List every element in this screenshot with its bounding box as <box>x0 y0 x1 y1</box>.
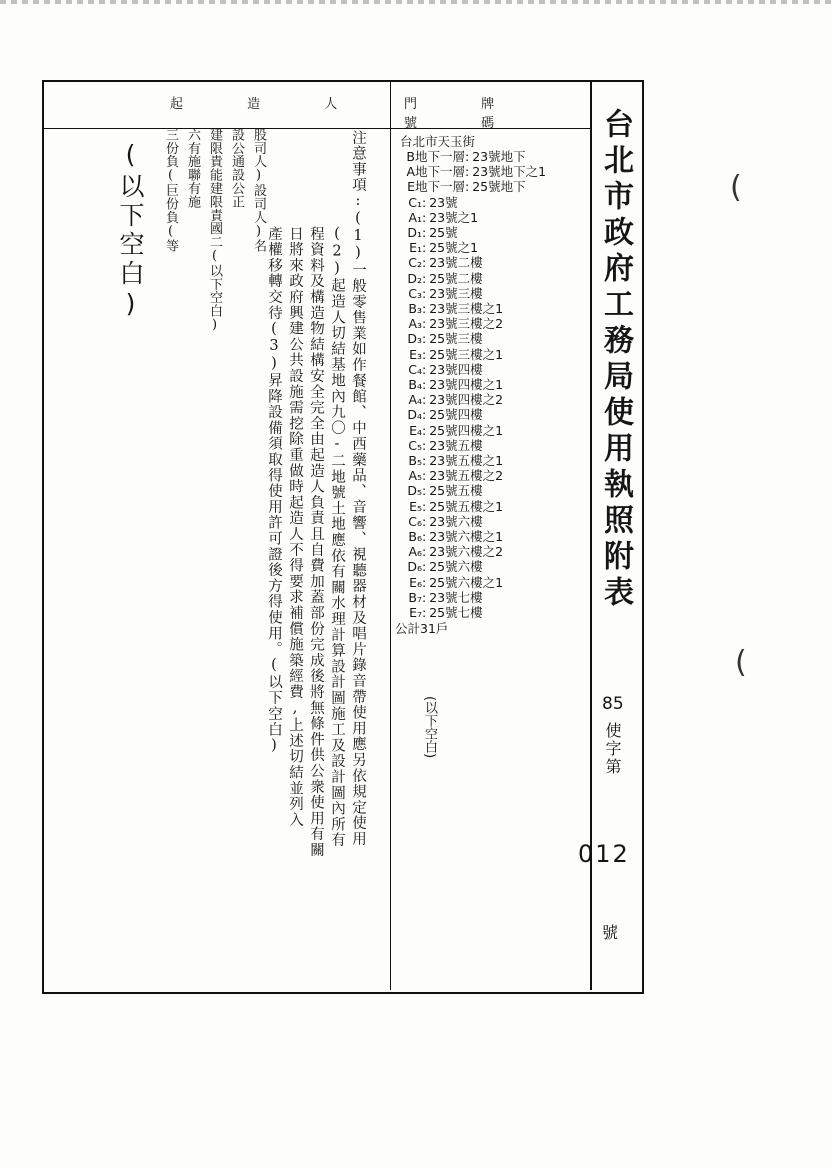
address-row <box>395 347 587 362</box>
unit-address: 23號六樓 <box>429 513 483 529</box>
address-row <box>395 149 587 164</box>
unit-code: B₆ <box>408 529 422 545</box>
address-row <box>395 453 587 468</box>
unit-address: 23號七樓 <box>429 589 483 605</box>
unit-address: 23號四樓之1 <box>429 377 504 393</box>
unit-address: 23號三樓之1 <box>429 301 504 317</box>
unit-address: 23號地下之1 <box>472 164 547 180</box>
builder-line-2: 設公通設公正 <box>229 128 244 209</box>
unit-code: B地下一層 <box>406 149 465 164</box>
unit-address: 23號二樓 <box>429 255 483 271</box>
separator: : <box>422 589 427 605</box>
header-row <box>42 80 592 129</box>
unit-code: A₁ <box>408 209 422 225</box>
unit-address: 23號四樓之2 <box>429 392 504 408</box>
unit-code: D₃ <box>407 331 422 347</box>
address-row <box>395 392 587 407</box>
unit-address: 25號四樓之1 <box>429 422 504 438</box>
unit-code: E地下一層 <box>407 179 465 195</box>
unit-address: 23號地下 <box>472 149 526 164</box>
address-row <box>395 301 587 316</box>
note-column-mid: (2)起造人切結基地內九〇-二地號土地應依有關水理計算設計圖施工及設計圖內所有 <box>329 226 345 849</box>
handwritten-blank-note: (以下空白) <box>116 140 145 322</box>
unit-code: C₅ <box>408 437 422 453</box>
address-list <box>395 134 587 637</box>
unit-address: 25號六樓之1 <box>429 574 504 590</box>
separator: : <box>422 559 427 575</box>
address-row <box>395 423 587 438</box>
street-name: 台北市天玉街 <box>400 134 476 149</box>
license-suffix: 號 <box>602 923 619 942</box>
note-column-1: 注意事項:(1)一般零售業如作餐館、中西藥品、音響、視聽器材及唱片錄音帶使用應另依規定使用 <box>350 130 366 847</box>
separator: : <box>422 270 427 286</box>
unit-code: D₄ <box>407 407 422 423</box>
unit-code: C₃ <box>408 285 422 301</box>
builder-line-1: 股司人)設司人)名 <box>251 128 266 253</box>
separator: : <box>422 316 427 332</box>
unit-address: 25號六樓 <box>429 559 483 575</box>
unit-address: 23號 <box>429 194 458 210</box>
license-year: 85 <box>602 694 624 714</box>
unit-code: C₂ <box>408 255 422 271</box>
address-row <box>395 559 587 574</box>
unit-code: C₁ <box>408 194 422 210</box>
address-row <box>395 468 587 483</box>
address-row <box>395 499 587 514</box>
unit-address: 23號六樓之2 <box>429 544 504 560</box>
address-row <box>395 377 587 392</box>
separator: : <box>465 179 470 195</box>
separator: : <box>422 331 427 347</box>
separator: : <box>422 225 427 241</box>
separator: : <box>422 422 427 438</box>
address-row <box>395 590 587 605</box>
unit-code: E₆ <box>409 574 422 590</box>
builder-line-4: 六有施聯有施 <box>185 128 200 209</box>
address-row <box>395 255 587 270</box>
unit-code: A₆ <box>408 544 422 560</box>
unit-code: E₇ <box>409 605 422 621</box>
unit-code: C₄ <box>408 361 422 377</box>
separator: : <box>422 240 427 256</box>
unit-address: 25號之1 <box>429 240 479 256</box>
scan-edge-strip <box>0 0 832 4</box>
unit-code: A₅ <box>408 468 422 484</box>
builder-header: 起 造 人 <box>170 97 368 112</box>
separator: : <box>422 285 427 301</box>
address-row <box>395 514 587 529</box>
unit-address: 23號五樓之2 <box>429 468 504 484</box>
separator: : <box>422 377 427 393</box>
separator: : <box>422 255 427 271</box>
address-row <box>395 605 587 620</box>
address-row <box>395 225 587 240</box>
license-prefix: 使字第 <box>603 722 622 776</box>
unit-address: 23號之1 <box>429 209 479 225</box>
address-row <box>395 286 587 301</box>
note-column-3: 日將來政府興建公共設施需挖除重做時起造人不得要求補償施築經費,上述切結並列入 <box>287 226 303 828</box>
unit-address: 23號三樓之2 <box>429 316 504 332</box>
builder-line-5: 三份負(巨份負(等 <box>163 128 178 253</box>
unit-code: E₃ <box>409 346 422 362</box>
unit-address: 23號三樓 <box>429 285 483 301</box>
address-row <box>395 271 587 286</box>
unit-code: D₆ <box>407 559 422 575</box>
separator: : <box>422 361 427 377</box>
separator: : <box>422 605 427 621</box>
unit-code: C₆ <box>408 513 422 529</box>
address-row <box>395 179 587 194</box>
unit-address: 25號地下 <box>472 179 526 195</box>
unit-address: 23號四樓 <box>429 361 483 377</box>
separator: : <box>422 346 427 362</box>
unit-address: 25號四樓 <box>429 407 483 423</box>
separator: : <box>422 468 427 484</box>
page-title: 台北市政府工務局使用執照附表 <box>598 108 633 612</box>
address-row <box>395 316 587 331</box>
unit-code: B₄ <box>408 377 422 393</box>
unit-address: 25號三樓 <box>429 331 483 347</box>
unit-code: E₅ <box>409 498 422 514</box>
separator: : <box>465 149 470 164</box>
note-column-4: 產權移轉交待(3)昇降設備須取得使用許可證後方得使用。(以下空白) <box>266 226 282 755</box>
separator: : <box>422 498 427 514</box>
address-row <box>395 438 587 453</box>
unit-address: 23號五樓 <box>429 437 483 453</box>
separator: : <box>422 194 427 210</box>
address-row <box>395 483 587 498</box>
punch-hole-mark-icon: ( <box>730 170 742 205</box>
unit-code: B₇ <box>408 589 422 605</box>
unit-total: 公計31戶 <box>395 621 449 637</box>
address-row <box>395 529 587 544</box>
address-row <box>395 240 587 255</box>
separator: : <box>422 513 427 529</box>
separator: : <box>422 453 427 469</box>
unit-code: D₅ <box>407 483 422 499</box>
separator: : <box>422 544 427 560</box>
address-header: 門 牌 號 碼 <box>404 97 525 131</box>
address-row <box>395 575 587 590</box>
separator: : <box>422 407 427 423</box>
separator: : <box>422 574 427 590</box>
unit-address: 25號五樓之1 <box>429 498 504 514</box>
unit-code: A地下一層 <box>406 164 465 180</box>
address-row <box>395 544 587 559</box>
unit-code: A₃ <box>408 316 422 332</box>
address-row <box>395 195 587 210</box>
separator: : <box>422 437 427 453</box>
separator: : <box>422 301 427 317</box>
license-number: 012 <box>578 840 630 868</box>
separator: : <box>422 392 427 408</box>
separator: : <box>422 483 427 499</box>
address-row <box>395 362 587 377</box>
unit-address: 23號五樓之1 <box>429 453 504 469</box>
unit-address: 25號七樓 <box>429 605 483 621</box>
column-divider <box>390 80 391 990</box>
unit-code: E₁ <box>409 240 422 256</box>
unit-code: D₁ <box>407 225 422 241</box>
builder-line-3: 建限貴能建限責國二(以下空白) <box>207 128 222 333</box>
address-row <box>395 164 587 179</box>
unit-code: B₅ <box>408 453 422 469</box>
note-column-2: 程資料及構造物結構安全完全由起造人負責且自費加蓋部份完成後將無條件供公衆使用有關 <box>308 226 324 858</box>
unit-code: D₂ <box>407 270 422 286</box>
address-row <box>395 331 587 346</box>
separator: : <box>422 529 427 545</box>
unit-address: 25號三樓之1 <box>429 346 504 362</box>
unit-address: 25號二樓 <box>429 270 483 286</box>
separator: : <box>422 209 427 225</box>
unit-address: 25號五樓 <box>429 483 483 499</box>
address-row <box>395 407 587 422</box>
address-row <box>395 210 587 225</box>
address-blank-note: (以下空白) <box>422 696 437 759</box>
punch-hole-mark-icon: ( <box>735 645 747 680</box>
unit-address: 25號 <box>429 225 458 241</box>
separator: : <box>465 164 470 180</box>
unit-address: 23號六樓之1 <box>429 529 504 545</box>
unit-code: A₄ <box>408 392 422 408</box>
unit-code: E₄ <box>409 422 422 438</box>
unit-code: B₃ <box>408 301 422 317</box>
